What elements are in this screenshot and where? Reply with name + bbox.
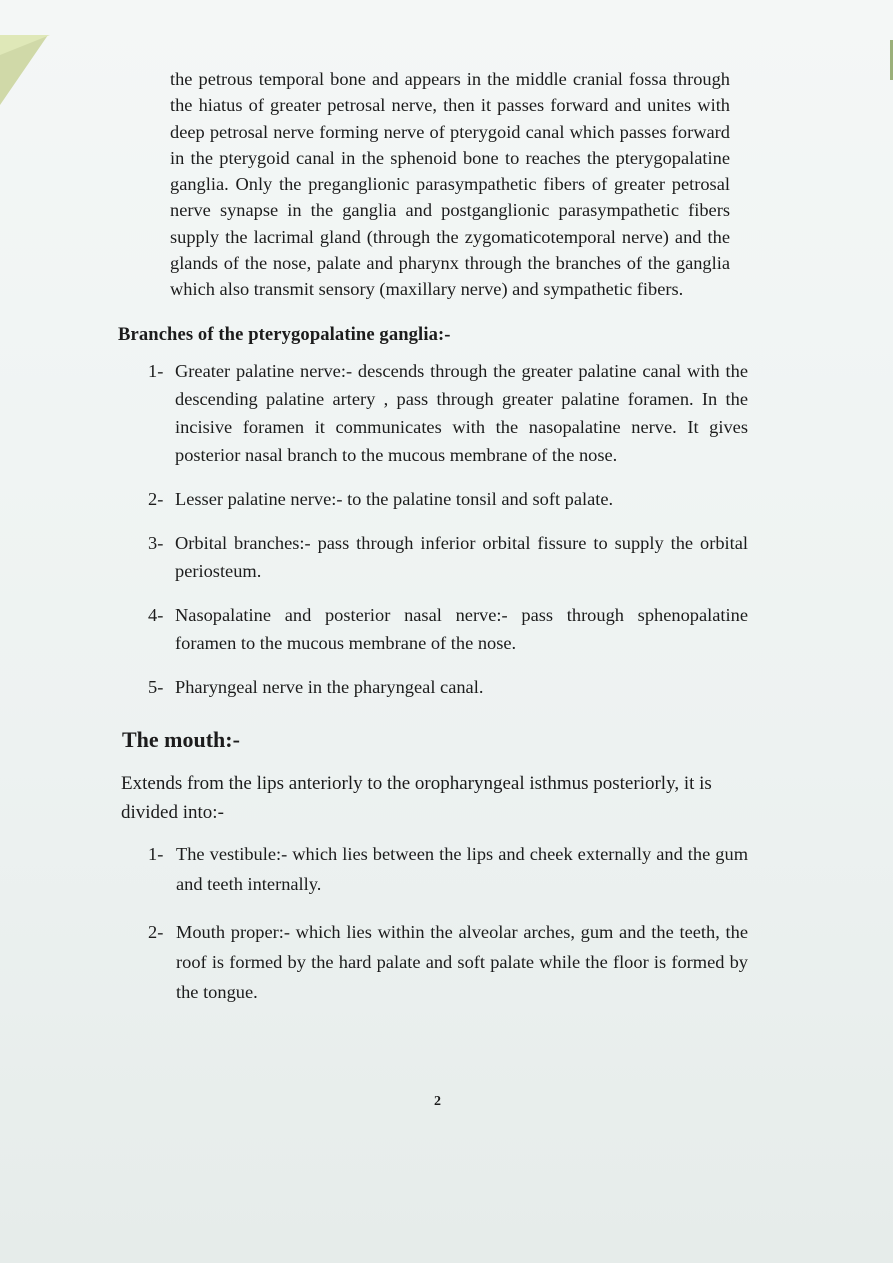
list-item-text: Orbital branches:- pass through inferior orbital fissure to supply the orbital periosteum. <box>175 532 748 581</box>
list-item-number: 2- <box>148 921 164 942</box>
page-number: 2 <box>434 1094 441 1109</box>
list-item-number: 2- <box>148 488 164 509</box>
list-item <box>148 485 748 513</box>
list-item <box>148 529 748 585</box>
page-content <box>118 66 748 1025</box>
list-item-number: 1- <box>148 843 164 864</box>
list-item <box>148 357 748 469</box>
list-item <box>148 601 748 657</box>
list-item-number: 4- <box>148 604 164 625</box>
mouth-list <box>118 839 748 1007</box>
scan-corner-highlight <box>0 35 50 55</box>
mouth-heading: The mouth:- <box>122 726 240 752</box>
list-item <box>148 839 748 899</box>
list-item-text: Pharyngeal nerve in the pharyngeal canal. <box>175 676 484 697</box>
list-item-text: Greater palatine nerve:- descends through the greater palatine canal with the descending palatine artery , pass through greater palatine foramen. In the incisive foramen it communicates with the nasopalatine nerve. It gives posterior nasal branch to the mucous membrane of the nose. <box>175 360 748 465</box>
branches-heading: Branches of the pterygopalatine ganglia:- <box>118 323 451 345</box>
intro-paragraph: the petrous temporal bone and appears in the middle cranial fossa through the hiatus of greater petrosal nerve, then it passes forward and unites with deep petrosal nerve forming nerve of pterygoid canal which passes forward in the pterygoid canal in the sphenoid bone to reaches the pterygopalatine ganglia. Only the preganglionic parasympathetic fibers of greater petrosal nerve synapse in the ganglia and postganglionic parasympathetic fibers supply the lacrimal gland (through the zygomaticotemporal nerve) and the glands of the nose, palate and pharynx through the branches of the ganglia which also transmit sensory (maxillary nerve) and sympathetic fibers. <box>170 69 730 300</box>
mouth-intro: Extends from the lips anteriorly to the oropharyngeal isthmus posteriorly, it is divided into:- <box>121 772 712 823</box>
list-item-number: 1- <box>148 360 164 381</box>
list-item-number: 3- <box>148 532 164 553</box>
list-item-text: Nasopalatine and posterior nasal nerve:- pass through sphenopalatine foramen to the mucous membrane of the nose. <box>175 604 748 653</box>
branches-list <box>118 357 748 701</box>
list-item-text: Mouth proper:- which lies within the alveolar arches, gum and the teeth, the roof is formed by the hard palate and soft palate while the floor is formed by the tongue. <box>176 921 748 1002</box>
list-item-number: 5- <box>148 676 164 697</box>
list-item-text: The vestibule:- which lies between the lips and cheek externally and the gum and teeth internally. <box>176 843 748 894</box>
list-item-text: Lesser palatine nerve:- to the palatine tonsil and soft palate. <box>175 488 614 509</box>
list-item <box>148 917 748 1007</box>
list-item <box>148 673 748 701</box>
